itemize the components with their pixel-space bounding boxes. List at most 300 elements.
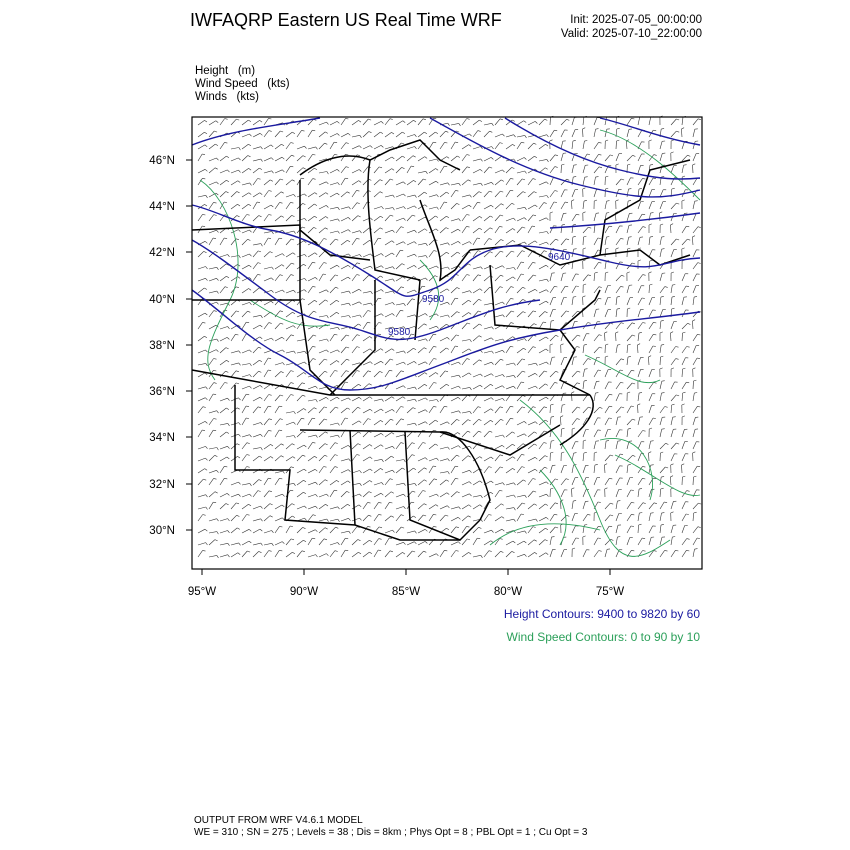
- wind-barb-flag: [639, 488, 642, 489]
- wind-barb-flag: [282, 337, 284, 339]
- wind-barb: [550, 178, 553, 185]
- wind-barb-flag: [436, 169, 439, 171]
- wind-barb: [297, 409, 304, 414]
- wind-barb-flag: [349, 459, 351, 461]
- wind-barb-flag: [654, 383, 657, 384]
- wind-barb: [473, 495, 481, 497]
- wind-barb-flag: [214, 215, 217, 216]
- wind-barb-flag: [434, 346, 437, 347]
- wind-barb-flag: [326, 290, 328, 292]
- wind-barb: [407, 180, 414, 185]
- wind-barb-flag: [305, 351, 307, 354]
- wind-barb-flag: [314, 311, 317, 312]
- wind-barb: [605, 310, 608, 317]
- wind-barb: [352, 135, 360, 137]
- wind-barb-flag: [687, 239, 690, 240]
- wind-barb: [693, 393, 694, 401]
- wind-barb: [682, 550, 686, 557]
- wind-barb-flag: [503, 350, 505, 352]
- wind-barb: [407, 551, 412, 557]
- wind-barb-flag: [512, 203, 515, 204]
- wind-barb: [638, 442, 641, 449]
- wind-barb-flag: [247, 455, 250, 456]
- wind-barb-flag: [316, 506, 318, 508]
- wind-barb-flag: [204, 336, 207, 338]
- wind-barb: [374, 433, 381, 437]
- wind-barb-flag: [291, 335, 294, 336]
- wind-barb-flag: [489, 551, 492, 552]
- wind-barb: [209, 144, 215, 149]
- wind-barb-flag: [467, 215, 470, 216]
- wind-barb-flag: [610, 155, 613, 156]
- wind-barb-flag: [545, 312, 548, 313]
- wind-barb: [264, 419, 269, 425]
- wind-barb-flag: [239, 423, 241, 425]
- wind-barb-flag: [224, 478, 227, 479]
- wind-barb-flag: [382, 483, 384, 485]
- wind-barb: [242, 483, 250, 485]
- wind-barb: [220, 303, 228, 305]
- wind-barb-flag: [305, 278, 307, 280]
- wind-barb-flag: [425, 529, 427, 531]
- wind-barb: [231, 170, 239, 173]
- wind-barb: [319, 239, 324, 246]
- wind-barb: [319, 228, 325, 233]
- wind-barb: [451, 455, 457, 461]
- wind-barb: [407, 348, 413, 353]
- wind-barb: [407, 423, 415, 425]
- wind-barb-flag: [347, 192, 350, 193]
- wind-barb: [440, 243, 448, 245]
- wind-barb: [363, 311, 368, 318]
- wind-barb-flag: [565, 286, 568, 287]
- wind-barb: [341, 143, 346, 149]
- lon-tick-label: 90°W: [289, 586, 319, 598]
- wind-barb: [308, 435, 316, 437]
- wind-barb-flag: [500, 490, 503, 491]
- wind-barb-flag: [671, 368, 674, 369]
- wind-barb: [462, 505, 469, 509]
- wind-barb: [308, 538, 312, 545]
- wind-barb-flag: [643, 178, 646, 179]
- wind-barb: [341, 167, 346, 173]
- wind-barb-flag: [545, 119, 548, 120]
- wind-barb-flag: [358, 444, 361, 445]
- wind-barb-flag: [358, 432, 361, 433]
- wind-barb-flag: [683, 368, 686, 369]
- wind-barb: [627, 155, 633, 161]
- wind-barb-flag: [327, 339, 329, 341]
- wind-barb-flag: [378, 334, 381, 335]
- wind-barb: [517, 158, 524, 162]
- wind-barb-flag: [468, 180, 471, 181]
- wind-barb-flag: [514, 135, 516, 137]
- wind-barb-flag: [433, 466, 436, 467]
- wind-barb: [220, 180, 226, 185]
- wind-barb: [550, 465, 552, 473]
- wind-barb-flag: [368, 311, 371, 312]
- wind-barb: [462, 215, 467, 222]
- wind-barb-flag: [545, 456, 548, 457]
- wind-barb: [473, 183, 481, 185]
- wind-barb-flag: [404, 542, 406, 544]
- wind-barb: [385, 492, 391, 497]
- wind-barb-flag: [271, 444, 274, 446]
- wind-barb-flag: [403, 386, 405, 388]
- wind-barb: [550, 405, 551, 413]
- wind-barb: [275, 550, 279, 557]
- wind-barb-flag: [437, 207, 439, 210]
- wind-barb: [352, 397, 359, 401]
- wind-barb: [198, 458, 205, 461]
- wind-barb-flag: [455, 466, 458, 467]
- wind-barb: [693, 165, 694, 173]
- wind-barb-flag: [514, 268, 516, 271]
- wind-barb: [440, 228, 446, 233]
- wind-barb: [297, 455, 303, 461]
- wind-barb: [495, 287, 500, 293]
- wind-barb: [253, 263, 258, 269]
- wind-barb-flag: [368, 502, 371, 503]
- wind-barb-flag: [358, 407, 361, 408]
- wind-barb-flag: [248, 120, 251, 122]
- wind-barb: [275, 131, 280, 137]
- wind-barb-flag: [250, 364, 252, 367]
- wind-barb: [583, 165, 585, 173]
- wind-barb: [385, 409, 392, 413]
- wind-barb-flag: [643, 466, 646, 467]
- wind-barb-flag: [573, 500, 576, 501]
- wind-barb: [374, 493, 381, 497]
- wind-barb: [572, 237, 573, 245]
- wind-barb-flag: [291, 539, 294, 540]
- wind-barb: [627, 189, 629, 197]
- wind-barb: [396, 362, 404, 365]
- wind-barb: [264, 267, 272, 269]
- wind-barb-flag: [436, 554, 438, 556]
- wind-barb-flag: [324, 263, 327, 264]
- wind-barb: [605, 261, 606, 269]
- wind-barb-flag: [550, 212, 553, 213]
- wind-barb-flag: [661, 476, 664, 477]
- wind-barb-flag: [692, 236, 695, 237]
- wind-barb-flag: [433, 142, 436, 143]
- wind-barb-flag: [642, 538, 645, 539]
- wind-barb: [682, 323, 688, 329]
- wind-barb: [253, 216, 259, 222]
- wind-barb-flag: [369, 515, 372, 516]
- wind-barb: [209, 182, 216, 185]
- wind-barb: [671, 382, 675, 389]
- wind-barb: [242, 455, 247, 462]
- wind-barb: [605, 549, 607, 557]
- wind-barb: [473, 202, 477, 209]
- wind-barb-flag: [360, 483, 362, 486]
- wind-barb-flag: [380, 180, 383, 181]
- wind-barb-flag: [400, 250, 403, 251]
- wind-barb: [286, 539, 291, 545]
- wind-barb: [264, 323, 269, 329]
- wind-barb: [341, 504, 348, 509]
- wind-barb-flag: [224, 466, 227, 467]
- wind-barb: [264, 350, 272, 353]
- wind-barb: [231, 334, 235, 341]
- wind-barb: [638, 154, 642, 161]
- wind-barb: [506, 287, 511, 293]
- wind-barb: [209, 267, 217, 269]
- wind-barb-flag: [458, 433, 461, 435]
- wind-barb: [429, 132, 435, 137]
- wind-barb-flag: [206, 363, 208, 366]
- wind-barb-flag: [357, 155, 360, 156]
- wind-barb-flag: [291, 383, 294, 384]
- wind-barb: [605, 249, 606, 257]
- height-contour-label: 9580: [422, 294, 445, 305]
- wind-barb-flag: [401, 527, 404, 528]
- wind-barb-flag: [294, 194, 296, 196]
- wind-barb: [583, 514, 588, 521]
- wind-barb-flag: [481, 183, 483, 186]
- wind-barb-flag: [524, 541, 526, 543]
- wind-barb-flag: [555, 503, 558, 504]
- wind-barb: [253, 551, 259, 557]
- wind-barb: [286, 351, 294, 353]
- wind-barb: [506, 519, 514, 521]
- wind-barb-flag: [206, 267, 208, 269]
- wind-barb-flag: [393, 279, 395, 282]
- wind-barb-flag: [304, 480, 307, 482]
- wind-barb-flag: [511, 311, 514, 312]
- wind-barb-flag: [572, 392, 575, 393]
- wind-barb: [649, 298, 652, 305]
- wind-barb: [594, 167, 599, 173]
- wind-barb: [440, 459, 448, 461]
- wind-barb: [385, 253, 392, 257]
- wind-barb-flag: [391, 516, 394, 517]
- wind-barb: [528, 540, 534, 545]
- wind-barb: [451, 335, 456, 341]
- wind-barb: [374, 132, 380, 137]
- wind-barb: [308, 227, 314, 233]
- wind-barb: [484, 338, 491, 341]
- wind-barb: [308, 262, 312, 269]
- wind-barb-flag: [357, 371, 360, 372]
- wind-barb-flag: [599, 551, 602, 552]
- wind-barb: [341, 347, 346, 353]
- wind-barb: [528, 552, 535, 557]
- wind-barb: [506, 495, 514, 497]
- wind-barb-flag: [533, 479, 536, 480]
- wind-barb: [330, 142, 334, 149]
- wind-barb-flag: [609, 406, 612, 407]
- wind-barb: [473, 431, 479, 437]
- wind-barb: [286, 444, 292, 449]
- wind-barb: [418, 362, 425, 365]
- wind-barb-flag: [605, 176, 608, 177]
- wind-barb: [418, 468, 424, 473]
- wind-barb: [671, 250, 674, 258]
- wind-barb-flag: [403, 182, 405, 184]
- wind-barb-flag: [413, 516, 416, 518]
- wind-barb: [253, 133, 260, 137]
- wind-barb: [275, 337, 282, 341]
- wind-barb-flag: [203, 214, 206, 215]
- wind-barb-flag: [302, 383, 305, 384]
- wind-barb: [572, 190, 575, 197]
- wind-barb-flag: [414, 265, 416, 267]
- wind-barb-flag: [249, 386, 251, 388]
- wind-barb: [616, 537, 617, 545]
- wind-barb-flag: [500, 251, 503, 252]
- wind-barb-flag: [205, 204, 208, 206]
- wind-barb: [506, 251, 511, 257]
- wind-barb: [495, 315, 503, 317]
- wind-barb-flag: [632, 335, 635, 336]
- wind-barb: [528, 457, 535, 461]
- wind-barb: [561, 382, 564, 389]
- wind-barb: [473, 275, 478, 281]
- wind-barb: [220, 466, 224, 473]
- wind-barb: [484, 551, 489, 557]
- wind-barb-flag: [577, 347, 580, 348]
- wind-barb: [330, 134, 337, 138]
- wind-barb: [539, 119, 545, 125]
- wind-barb-flag: [637, 344, 640, 345]
- wind-barb-flag: [327, 172, 329, 175]
- wind-barb: [594, 551, 599, 558]
- wind-barb: [550, 226, 554, 233]
- wind-barb-flag: [236, 239, 239, 240]
- wind-barb: [539, 482, 546, 485]
- wind-barb: [385, 303, 393, 306]
- wind-barb: [363, 552, 369, 557]
- wind-barb-flag: [379, 167, 382, 168]
- wind-barb-flag: [687, 347, 690, 348]
- wind-barb: [571, 201, 572, 209]
- wind-barb-flag: [546, 337, 548, 339]
- wind-barb: [385, 169, 392, 173]
- wind-barb: [396, 156, 402, 161]
- wind-barb-flag: [324, 239, 327, 240]
- wind-barb: [517, 541, 524, 545]
- wind-barb-flag: [426, 256, 428, 259]
- wind-barb-flag: [259, 360, 262, 362]
- wind-barb-flag: [457, 288, 460, 289]
- wind-barb-flag: [294, 351, 296, 353]
- wind-barb-flag: [481, 519, 483, 522]
- model-version: OUTPUT FROM WRF V4.6.1 MODEL: [194, 815, 363, 826]
- wind-barb: [319, 143, 325, 149]
- wind-barb-flag: [228, 519, 230, 521]
- wind-barb: [561, 239, 566, 245]
- wind-barb-flag: [268, 238, 271, 239]
- wind-barb-flag: [250, 183, 252, 186]
- wind-barb: [209, 278, 217, 281]
- wind-barb-flag: [609, 394, 612, 395]
- wind-barb-flag: [282, 290, 284, 292]
- wind-barb: [264, 551, 269, 557]
- wind-barb-flag: [577, 371, 580, 372]
- wind-barb: [418, 119, 423, 125]
- wind-barb: [220, 142, 225, 149]
- wind-barb: [264, 118, 269, 125]
- wind-barb: [319, 519, 327, 521]
- wind-barb-flag: [205, 350, 207, 352]
- wind-barb-flag: [205, 529, 207, 531]
- wind-barb: [242, 515, 247, 522]
- wind-barb: [198, 398, 205, 401]
- wind-barb-flag: [402, 156, 405, 158]
- wind-barb-flag: [448, 315, 450, 318]
- wind-barb: [682, 442, 685, 450]
- wind-barb-flag: [269, 551, 272, 552]
- wind-barb: [231, 311, 236, 317]
- wind-barb: [517, 135, 525, 137]
- wind-barb: [374, 167, 379, 173]
- wind-barb: [352, 335, 357, 341]
- wind-barb-flag: [302, 227, 305, 228]
- wind-barb-flag: [467, 155, 470, 156]
- wind-barb-flag: [422, 286, 425, 287]
- wind-barb: [341, 408, 347, 413]
- wind-barb: [693, 429, 695, 437]
- wind-barb-flag: [202, 154, 205, 155]
- wind-barb: [638, 286, 641, 293]
- wind-barb-flag: [357, 347, 360, 348]
- wind-barb-flag: [422, 430, 425, 431]
- wind-barb: [275, 290, 282, 293]
- wind-barb: [352, 255, 360, 258]
- wind-barb: [242, 443, 247, 449]
- wind-barb-flag: [616, 164, 619, 165]
- wind-barb: [495, 504, 501, 509]
- wind-barb: [594, 441, 596, 449]
- wind-barb: [407, 443, 412, 449]
- wind-barb: [462, 456, 468, 461]
- wind-barb: [220, 287, 225, 293]
- wind-barb: [682, 141, 685, 149]
- wind-barb-flag: [550, 452, 553, 453]
- wind-barb-flag: [446, 324, 449, 326]
- wind-barb: [561, 311, 566, 317]
- wind-barb-flag: [457, 455, 460, 456]
- wind-barb: [231, 528, 237, 533]
- wind-barb-flag: [469, 552, 472, 554]
- wind-barb-flag: [661, 128, 664, 129]
- wind-barb-flag: [566, 479, 569, 480]
- wind-barb: [561, 119, 567, 125]
- wind-barb: [649, 310, 653, 317]
- wind-barb: [319, 407, 324, 413]
- wind-barb: [517, 514, 521, 521]
- wind-barb: [627, 237, 629, 245]
- wind-barb: [638, 405, 639, 413]
- wind-barb-flag: [522, 467, 525, 468]
- wind-barb-flag: [605, 332, 608, 333]
- wind-barb: [649, 405, 652, 413]
- wind-barb-flag: [490, 216, 493, 217]
- wind-barb: [550, 298, 553, 305]
- wind-barb-flag: [661, 320, 664, 321]
- wind-barb: [594, 465, 595, 473]
- wind-barb-flag: [228, 398, 230, 400]
- wind-barb-flag: [524, 434, 526, 436]
- wind-barb: [429, 444, 435, 449]
- wind-barb-flag: [282, 505, 284, 507]
- wind-barb-flag: [459, 375, 461, 378]
- wind-barb: [451, 419, 457, 425]
- wind-barb-flag: [359, 181, 361, 183]
